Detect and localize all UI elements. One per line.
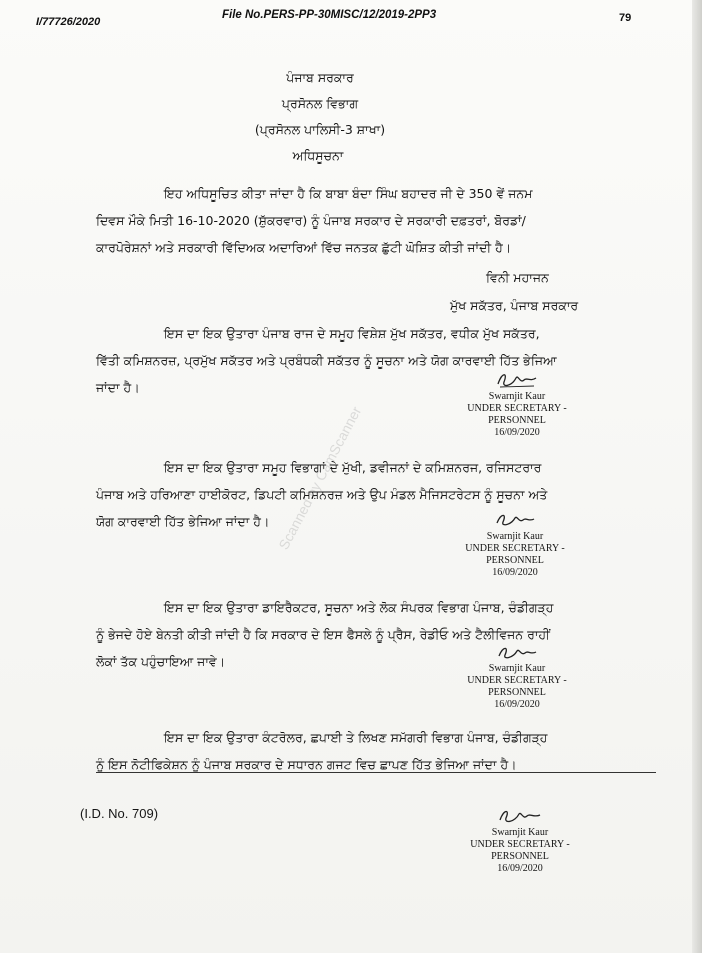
signature-title: UNDER SECRETARY - <box>465 543 565 554</box>
signature-scribble-icon <box>494 370 540 390</box>
signature-name: Swarnjit Kaur <box>486 531 544 542</box>
copy-line: ਇਸ ਦਾ ਇਕ ਉਤਾਰਾ ਸਮੂਹ ਵਿਭਾਗਾਂ ਦੇ ਮੁੱਖੀ, ਡਵੀਜਨਾਂ ਦੇ ਕਮਿਸ਼ਨਰਜ, ਰਜਿਸਟਰਾਰ <box>164 460 542 475</box>
signature-title: UNDER SECRETARY - <box>467 403 567 414</box>
signature-department: PERSONNEL <box>486 555 544 566</box>
heading-department: ਪ੍ਰਸੋਨਲ ਵਿਭਾਗ <box>281 96 359 111</box>
copy-line: ਨੂੰ ਭੇਜਦੇ ਹੋਏ ਬੇਨਤੀ ਕੀਤੀ ਜਾਂਦੀ ਹੈ ਕਿ ਸਰਕਾਰ ਦੇ ਇਸ ਫੈਸਲੇ ਨੂੰ ਪ੍ਰੈਸ, ਰੇਡੀਓ ਅਤੇ ਟੈਲੀਵਿਜਨ ਰਾਹੀਂ <box>96 627 550 642</box>
copy-line: ਯੋਗ ਕਾਰਵਾਈ ਹਿੱਤ ਭੇਜਿਆ ਜਾਂਦਾ ਹੈ। <box>96 514 270 529</box>
notification-line: ਇਹ ਅਧਿਸੂਚਿਤ ਕੀਤਾ ਜਾਂਦਾ ਹੈ ਕਿ ਬਾਬਾ ਬੰਦਾ ਸਿੰਘ ਬਹਾਦਰ ਜੀ ਦੇ 350 ਵੇਂ ਜਨਮ <box>164 186 533 201</box>
signature-date: 16/09/2020 <box>494 699 540 710</box>
notification-line: ਦਿਵਸ ਮੌਕੇ ਮਿਤੀ 16-10-2020 (ਸ਼ੁੱਕਰਵਾਰ) ਨੂੰ ਪੰਜਾਬ ਸਰਕਾਰ ਦੇ ਸਰਕਾਰੀ ਦਫ਼ਤਰਾਂ, ਬੋਰਡਾਂ/ <box>96 213 526 228</box>
copy-line: ਨੂੰ ਇਸ ਨੋਟੀਫਿਕੇਸ਼ਨ ਨੂੰ ਪੰਜਾਬ ਸਰਕਾਰ ਦੇ ਸਧਾਰਨ ਗਜਟ ਵਿਚ ਛਾਪਣ ਹਿੱਤ ਭੇਜਿਆ ਜਾਂਦਾ ਹੈ। <box>96 757 517 772</box>
order-designation: ਮੁੱਖ ਸਕੱਤਰ, ਪੰਜਾਬ ਸਰਕਾਰ <box>450 298 579 313</box>
reference-number: I/77726/2020 <box>36 16 101 28</box>
signature-scribble-icon <box>495 806 545 826</box>
signature-name: Swarnjit Kaur <box>488 663 546 674</box>
notification-line: ਕਾਰਪੋਰੇਸ਼ਨਾਂ ਅਤੇ ਸਰਕਾਰੀ ਵਿੱਦਿਅਕ ਅਦਾਰਿਆਂ ਵਿੱਚ ਜਨਤਕ ਛੁੱਟੀ ਘੋਸ਼ਿਤ ਕੀਤੀ ਜਾਂਦੀ ਹੈ। <box>96 240 512 255</box>
signature-name: Swarnjit Kaur <box>491 827 549 838</box>
signature-department: PERSONNEL <box>488 415 546 426</box>
signature-block-2 <box>450 510 580 579</box>
signature-scribble-icon <box>494 644 540 662</box>
underline-rule <box>96 772 656 773</box>
copy-line: ਇਸ ਦਾ ਇਕ ਉਤਾਰਾ ਕੰਟਰੋਲਰ, ਛਪਾਈ ਤੇ ਲਿਖਣ ਸਮੱਗਰੀ ਵਿਭਾਗ ਪੰਜਾਬ, ਚੰਡੀਗੜ੍ਹ <box>164 730 548 745</box>
copy-line: ਲੋਕਾਂ ਤੱਕ ਪਹੁੰਚਾਇਆ ਜਾਵੇ। <box>96 654 226 669</box>
signature-date: 16/09/2020 <box>494 427 540 438</box>
signature-date: 16/09/2020 <box>497 863 543 874</box>
file-number: File No.PERS-PP-30MISC/12/2019-2PP3 <box>222 9 437 21</box>
signature-title: UNDER SECRETARY - <box>467 675 567 686</box>
copy-line: ਪੰਜਾਬ ਅਤੇ ਹਰਿਆਣਾ ਹਾਈਕੋਰਟ, ਡਿਪਟੀ ਕਮਿਸ਼ਨਰਜ਼ ਅਤੇ ਉਪ ਮੰਡਲ ਮੈਜਿਸਟਰੇਟਸ ਨੂੰ ਸੂਚਨਾ ਅਤੇ <box>96 487 548 502</box>
id-number: (I.D. No. 709) <box>80 806 159 821</box>
signature-scribble-icon <box>492 510 538 530</box>
signature-title: UNDER SECRETARY - <box>470 839 570 850</box>
signature-block-3 <box>452 644 582 711</box>
copy-line: ਜਾਂਦਾ ਹੈ। <box>96 380 140 395</box>
heading-branch: (ਪ੍ਰਸੋਨਲ ਪਾਲਿਸੀ-3 ਸ਼ਾਖਾ) <box>254 122 386 137</box>
scanner-watermark: Scanned by CamScanner <box>275 403 365 553</box>
heading-government: ਪੰਜਾਬ ਸਰਕਾਰ <box>286 70 354 85</box>
page-number: 79 <box>619 12 632 24</box>
page-edge-shadow <box>692 0 702 953</box>
signature-name: Swarnjit Kaur <box>488 391 546 402</box>
heading-notification: ਅਧਿਸੂਚਨਾ <box>292 148 344 163</box>
copy-line: ਇਸ ਦਾ ਇਕ ਉਤਾਰਾ ਡਾਇਰੈਕਟਰ, ਸੂਚਨਾ ਅਤੇ ਲੋਕ ਸੰਪਰਕ ਵਿਭਾਗ ਪੰਜਾਬ, ਚੰਡੀਗੜ੍ਹ <box>164 600 554 615</box>
signature-block-4 <box>455 806 585 875</box>
copy-paragraph-4 <box>96 724 616 778</box>
copy-line: ਇਸ ਦਾ ਇਕ ਉਤਾਰਾ ਪੰਜਾਬ ਰਾਜ ਦੇ ਸਮੂਹ ਵਿਸ਼ੇਸ਼ ਮੁੱਖ ਸਕੱਤਰ, ਵਧੀਕ ਮੁੱਖ ਸਕੱਤਰ, <box>164 326 540 341</box>
signature-block-1 <box>452 370 582 439</box>
signature-date: 16/09/2020 <box>492 567 538 578</box>
signature-department: PERSONNEL <box>488 687 546 698</box>
order-signatory: ਵਿਨੀ ਮਹਾਜਨ <box>486 270 549 285</box>
notification-paragraph <box>96 180 616 261</box>
signature-department: PERSONNEL <box>491 851 549 862</box>
copy-line: ਵਿੱਤੀ ਕਮਿਸ਼ਨਰਜ਼, ਪ੍ਰਮੁੱਖ ਸਕੱਤਰ ਅਤੇ ਪ੍ਰਬੰਧਕੀ ਸਕੱਤਰ ਨੂੰ ਸੂਚਨਾ ਅਤੇ ਯੋਗ ਕਾਰਵਾਈ ਹਿੱਤ ਭੇਜਿਆ <box>96 353 557 368</box>
